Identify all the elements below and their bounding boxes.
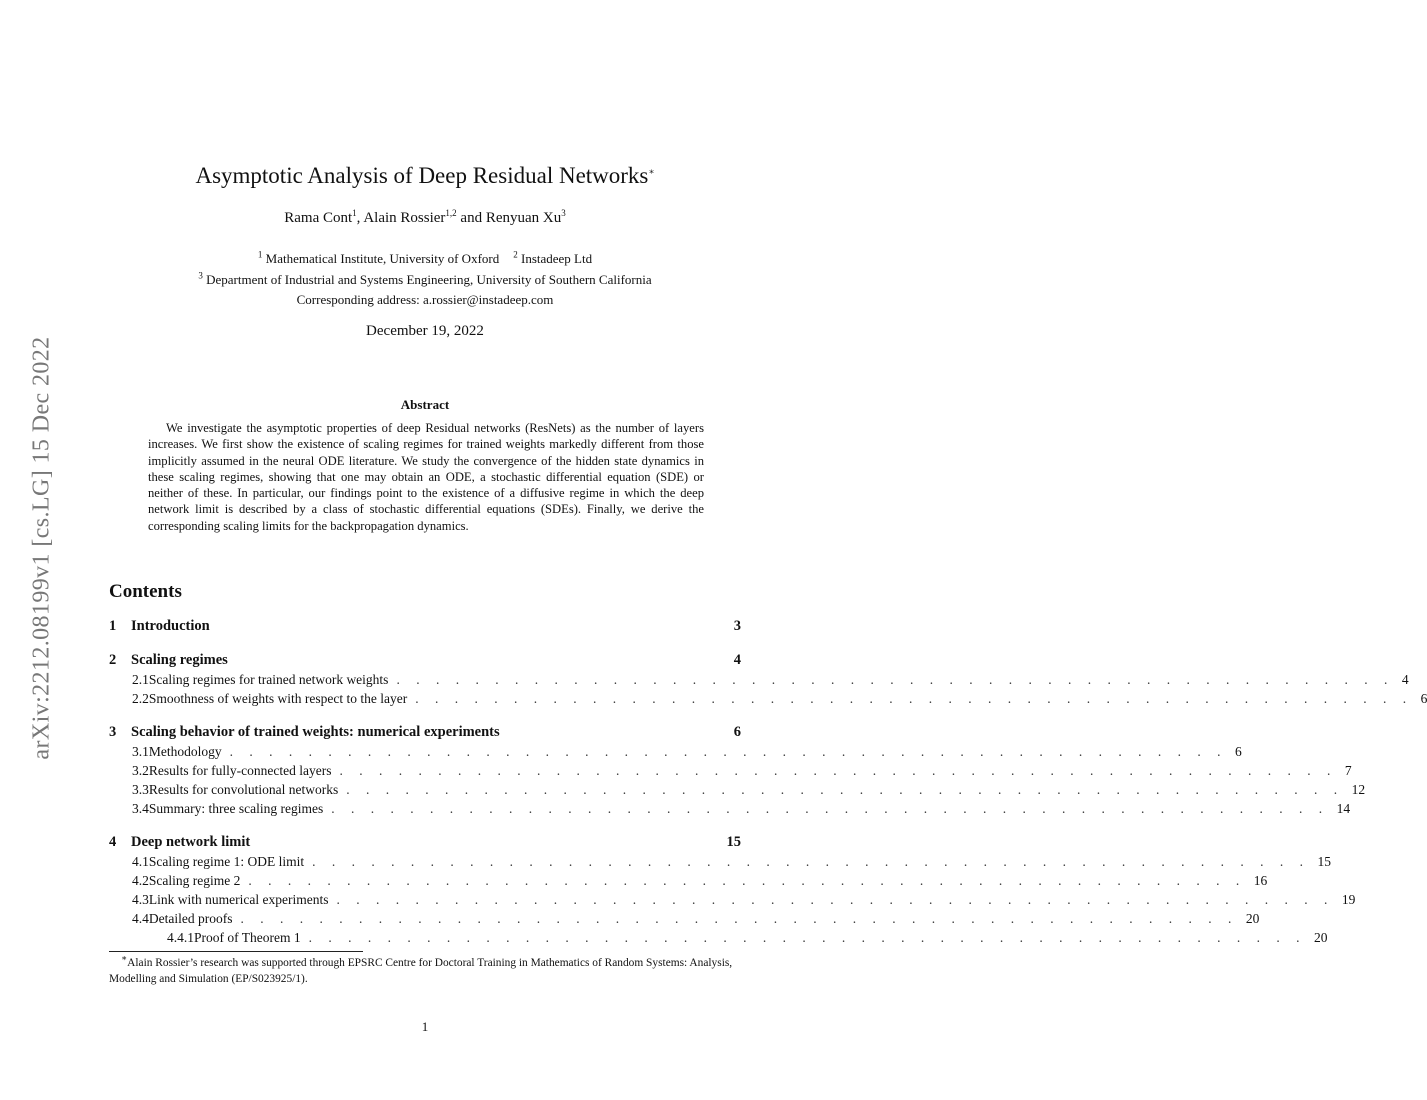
toc-subsection-title: Detailed proofs <box>148 911 233 926</box>
toc-subsection-number: 3.4 <box>132 801 149 816</box>
affiliation-text: Department of Industrial and Systems Engineering, University of Southern California <box>206 272 652 287</box>
page-number: 1 <box>421 1019 429 1034</box>
toc-subsection[interactable] <box>109 763 1352 782</box>
author-affiliation-mark: 1,2 <box>445 208 457 218</box>
toc-section-page: 4 <box>733 652 741 668</box>
toc-subsection[interactable] <box>109 801 1351 820</box>
abstract-heading: Abstract <box>400 397 450 412</box>
toc-subsection-number: 4.3 <box>132 892 149 907</box>
toc-dot-leader: . . . . . . . . . . . . . . . . . . . . . . . . . . . . . . . . . . . . . . . . . . . . . . . . . . . <box>346 782 1344 797</box>
toc-subsection-page: 7 <box>1344 763 1352 778</box>
toc-section-title: Scaling behavior of trained weights: numerical experiments <box>131 724 500 740</box>
toc-subsection[interactable] <box>109 744 1242 763</box>
toc-subsection-number: 4.1 <box>132 854 149 869</box>
toc-section-page: 15 <box>726 834 741 850</box>
toc-section-number: 2 <box>109 652 117 668</box>
toc-dot-leader: . . . . . . . . . . . . . . . . . . . . . . . . . . . . . . . . . . . . . . . . . . . . . . . . . . . <box>312 854 1310 869</box>
paper-date: December 19, 2022 <box>366 323 484 339</box>
toc-section-title: Deep network limit <box>131 834 251 850</box>
toc-section-title: Scaling regimes <box>131 652 228 668</box>
affiliation-text: Mathematical Institute, University of Oxford <box>265 251 500 266</box>
affiliation-text: Instadeep Ltd <box>520 251 593 266</box>
toc-section[interactable] <box>109 834 741 854</box>
affiliation-mark: 2 <box>513 249 518 260</box>
toc-dot-leader: . . . . . . . . . . . . . . . . . . . . . . . . . . . . . . . . . . . . . . . . . . . . . . . . . . . <box>331 801 1329 816</box>
toc-subsubsection[interactable] <box>109 930 1328 949</box>
toc-section-number: 4 <box>109 834 117 850</box>
toc-subsection-page: 19 <box>1341 892 1356 907</box>
author-name: Renyuan Xu <box>485 210 562 226</box>
toc-dot-leader: . . . . . . . . . . . . . . . . . . . . . . . . . . . . . . . . . . . . . . . . . . . . . . . . . . . <box>396 672 1394 687</box>
paper-title-text: Asymptotic Analysis of Deep Residual Networks <box>195 163 649 188</box>
toc-section-page: 3 <box>733 618 741 634</box>
footnote <box>109 953 742 987</box>
toc-section-number: 3 <box>109 724 117 740</box>
arxiv-identifier-stamp: arXiv:2212.08199v1 [cs.LG] 15 Dec 2022 <box>28 336 55 760</box>
author-separator: , <box>356 210 364 226</box>
toc-subsection-page: 16 <box>1253 873 1268 888</box>
toc-subsection-page: 6 <box>1235 744 1242 759</box>
toc-dot-leader: . . . . . . . . . . . . . . . . . . . . . . . . . . . . . . . . . . . . . . . . . . . . . . . . . . . <box>248 873 1246 888</box>
paper-title <box>0 163 850 189</box>
toc-subsection-number: 2.1 <box>132 672 149 687</box>
footnote-rule <box>109 951 363 952</box>
toc-section-title: Introduction <box>131 618 210 634</box>
toc-subsection-number: 3.1 <box>132 744 149 759</box>
toc-subsection-title: Results for convolutional networks <box>148 782 339 797</box>
toc-subsection-title: Methodology <box>148 744 222 759</box>
toc-subsection-title: Smoothness of weights with respect to the layer <box>148 691 408 706</box>
toc-subsection-page: 20 <box>1245 911 1260 926</box>
toc-section[interactable] <box>109 618 741 638</box>
toc-section[interactable] <box>109 724 741 744</box>
table-of-contents <box>109 618 1427 949</box>
toc-subsection-title: Scaling regimes for trained network weights <box>148 672 389 687</box>
toc-subsection-title: Link with numerical experiments <box>148 892 329 907</box>
affiliation-line-2 <box>0 272 850 288</box>
toc-subsection-title: Results for fully-connected layers <box>148 763 332 778</box>
author-separator: and <box>456 210 486 226</box>
toc-subsection[interactable] <box>109 854 1331 873</box>
toc-subsubsection-title: Proof of Theorem 1 <box>194 930 301 945</box>
toc-subsection-title: Scaling regime 2 <box>148 873 241 888</box>
toc-subsection-number: 4.4 <box>132 911 149 926</box>
footnote-text: Alain Rossier’s research was supported through EPSRC Centre for Doctoral Training in Mathematics of Random Systems: Analysis, Modelling and Simulation (EP/S023925/1). <box>109 957 733 985</box>
abstract-body: We investigate the asymptotic properties of deep Residual networks (ResNets) as the number of layers increases. We first show the existence of scaling regimes for trained weights markedly different from those implicitly assumed in the neural ODE literature. We study the convergence of the hidden state dynamics in these scaling regimes, showing that one may obtain an ODE, a stochastic differential equation (SDE) or neither of these. In particular, our findings point to the existence of a diffusive regime in which the deep network limit is described by a class of stochastic differential equations (SDEs). Finally, we derive the corresponding scaling limits for the backpropagation dynamics. <box>148 421 704 533</box>
author-name: Rama Cont <box>284 210 353 226</box>
toc-section-number: 1 <box>109 618 117 634</box>
toc-subsection[interactable] <box>109 782 1366 801</box>
toc-subsection-page: 4 <box>1401 672 1409 687</box>
toc-dot-leader: . . . . . . . . . . . . . . . . . . . . . . . . . . . . . . . . . . . . . . . . . . . . . . . . . . . <box>415 691 1413 706</box>
title-footnote-mark: ∗ <box>648 166 655 177</box>
toc-subsection-page: 6 <box>1420 691 1427 706</box>
toc-subsection[interactable] <box>109 672 1409 691</box>
contents-heading: Contents <box>109 581 182 602</box>
toc-subsection-title: Summary: three scaling regimes <box>148 801 324 816</box>
toc-dot-leader: . . . . . . . . . . . . . . . . . . . . . . . . . . . . . . . . . . . . . . . . . . . . . . . . . . . <box>308 930 1306 945</box>
affiliation-mark: 1 <box>257 249 263 260</box>
toc-section[interactable] <box>109 652 741 672</box>
toc-subsection-number: 3.3 <box>132 782 149 797</box>
toc-dot-leader: . . . . . . . . . . . . . . . . . . . . . . . . . . . . . . . . . . . . . . . . . . . . . . . . . . . <box>229 744 1227 759</box>
author-affiliation-mark: 1 <box>352 208 357 218</box>
toc-subsection-title: Scaling regime 1: ODE limit <box>148 854 305 869</box>
toc-subsubsection-number: 4.4.1 <box>167 930 194 945</box>
toc-subsection-number: 3.2 <box>132 763 149 778</box>
author-affiliation-mark: 3 <box>561 208 566 218</box>
toc-subsection[interactable] <box>109 911 1260 930</box>
affiliation-mark: 3 <box>198 270 203 281</box>
affiliation-line-1 <box>0 251 850 267</box>
toc-subsection-number: 2.2 <box>132 691 149 706</box>
toc-subsection-page: 15 <box>1317 854 1331 869</box>
corresponding-address: Corresponding address: a.rossier@instadeep.com <box>296 292 554 307</box>
author-list <box>0 210 850 227</box>
toc-subsection-page: 14 <box>1336 801 1351 816</box>
author-name: Alain Rossier <box>363 210 446 226</box>
footnote-mark: ∗ <box>121 953 128 964</box>
toc-subsection-number: 4.2 <box>132 873 149 888</box>
toc-subsection[interactable] <box>109 892 1356 911</box>
toc-subsection[interactable] <box>109 691 1427 710</box>
toc-subsubsection-page: 20 <box>1313 930 1328 945</box>
toc-dot-leader: . . . . . . . . . . . . . . . . . . . . . . . . . . . . . . . . . . . . . . . . . . . . . . . . . . . <box>339 763 1337 778</box>
toc-dot-leader: . . . . . . . . . . . . . . . . . . . . . . . . . . . . . . . . . . . . . . . . . . . . . . . . . . . <box>240 911 1238 926</box>
toc-section-page: 6 <box>733 724 741 740</box>
toc-subsection[interactable] <box>109 873 1268 892</box>
toc-subsection-page: 12 <box>1351 782 1366 797</box>
toc-dot-leader: . . . . . . . . . . . . . . . . . . . . . . . . . . . . . . . . . . . . . . . . . . . . . . . . . . . <box>336 892 1334 907</box>
